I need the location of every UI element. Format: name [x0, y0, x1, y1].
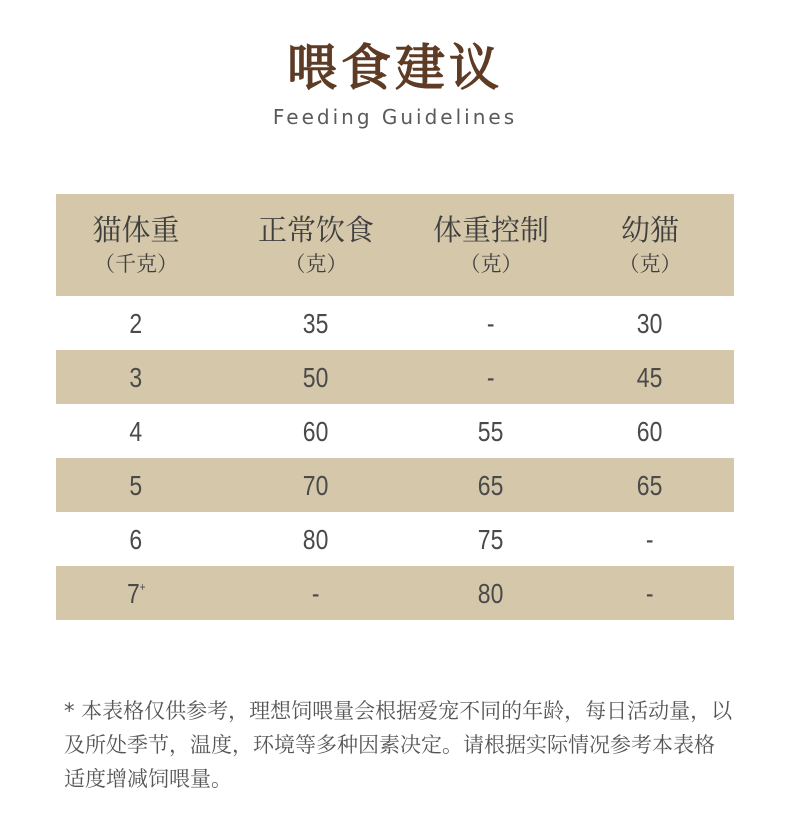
column-header-unit: （千克） — [94, 252, 178, 276]
cell-weight: 5 — [129, 469, 143, 501]
cell-kitten: 30 — [637, 307, 663, 339]
cell-control: 75 — [478, 523, 504, 555]
table-row — [56, 458, 734, 512]
cell-weight — [56, 577, 216, 610]
cell-kitten: - — [646, 577, 654, 609]
cell-normal: 50 — [303, 361, 329, 393]
feeding-table — [56, 194, 734, 620]
table-row — [56, 512, 734, 566]
cell-control: - — [487, 361, 495, 393]
column-header-label: 幼猫 — [620, 213, 679, 247]
weight-value: 7 — [126, 577, 140, 609]
cell-normal: - — [312, 577, 320, 609]
column-header-normal-diet — [216, 211, 416, 279]
column-header-weight — [56, 211, 216, 279]
column-header-kitten — [566, 211, 734, 279]
page-title: 喂食建议 — [287, 39, 503, 97]
cell-normal: 80 — [303, 523, 329, 555]
column-header-unit: （克） — [618, 252, 682, 276]
cell-kitten: 65 — [637, 469, 663, 501]
weight-plus-superscript: + — [139, 579, 146, 594]
footnote: * 本表格仅供参考，理想饲喂量会根据爱宠不同的年龄，每日活动量，以及所处季节，温度，环境等多种因素决定。请根据实际情况参考本表格适度增减饲喂量。 — [64, 699, 733, 791]
cell-kitten: - — [646, 523, 654, 555]
table-row — [56, 404, 734, 458]
cell-weight: 4 — [129, 415, 143, 447]
cell-normal: 35 — [303, 307, 329, 339]
table-header-row — [56, 194, 734, 296]
page-subtitle: Feeding Guidelines — [272, 105, 518, 129]
cell-kitten: 45 — [637, 361, 663, 393]
column-header-unit: （克） — [459, 252, 523, 276]
cell-control: 80 — [478, 577, 504, 609]
cell-weight: 2 — [129, 307, 143, 339]
cell-normal: 70 — [303, 469, 329, 501]
table-row — [56, 350, 734, 404]
cell-control: - — [487, 307, 495, 339]
cell-control: 65 — [478, 469, 504, 501]
cell-weight: 6 — [129, 523, 143, 555]
cell-kitten: 60 — [637, 415, 663, 447]
column-header-label: 体重控制 — [432, 213, 549, 247]
cell-weight: 3 — [129, 361, 143, 393]
column-header-weight-control — [416, 211, 566, 279]
column-header-label: 猫体重 — [92, 213, 180, 247]
table-row — [56, 566, 734, 620]
column-header-unit: （克） — [284, 252, 348, 276]
column-header-label: 正常饮食 — [257, 213, 374, 247]
table-row — [56, 296, 734, 350]
cell-control: 55 — [478, 415, 504, 447]
cell-normal: 60 — [303, 415, 329, 447]
